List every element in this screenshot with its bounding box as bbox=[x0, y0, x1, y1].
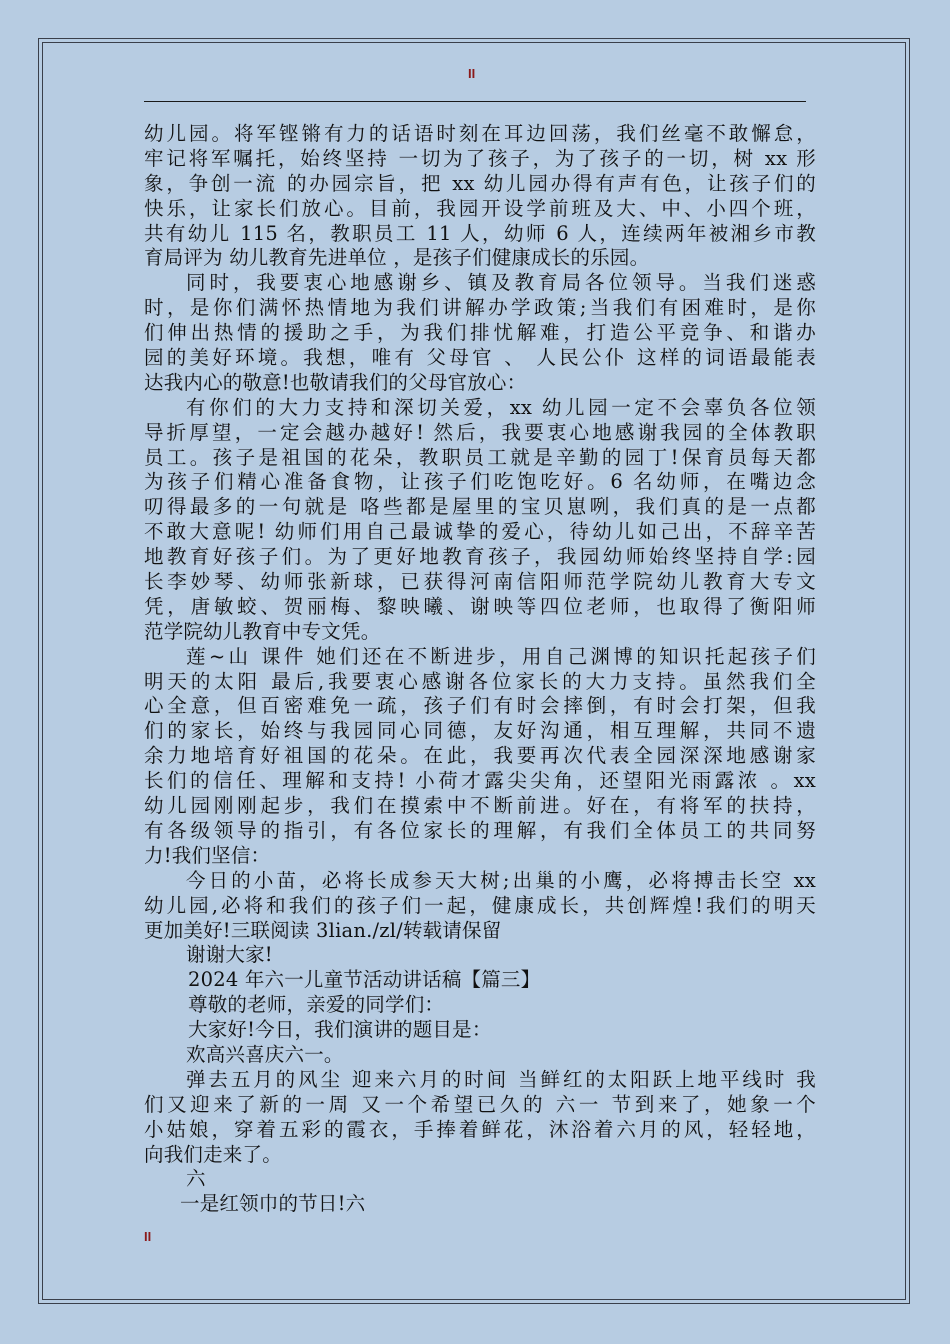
text-line: 幼儿园。将军铿锵有力的话语时刻在耳边回荡，我们丝毫不敢懈怠， bbox=[144, 122, 816, 145]
text-line: 莲~山 课件 她们还在不断进步，用自己渊博的知识托起孩子们 bbox=[186, 644, 816, 668]
text-line: 范学院幼儿教育中专文凭。 bbox=[144, 619, 381, 643]
header-mark: II bbox=[468, 66, 476, 81]
text-line: 力!我们坚信： bbox=[144, 843, 271, 867]
text-line: 大家好!今日，我们演讲的题目是： bbox=[188, 1018, 492, 1042]
text-line: 同时，我要衷心地感谢乡、镇及教育局各位领导。当我们迷惑 bbox=[186, 271, 816, 295]
document-body bbox=[144, 122, 816, 1217]
text-line: 牢记将军嘱托，始终坚持 一切为了孩子，为了孩子的一切，树 xx 形 bbox=[144, 146, 816, 170]
text-line: 叨得最多的一句就是 咯些都是屋里的宝贝崽咧，我们真的是一点都 bbox=[144, 495, 816, 519]
text-line: 达我内心的敬意!也敬请我们的父母官放心： bbox=[144, 370, 527, 394]
text-line: 园的美好环境。我想，唯有 父母官 、 人民公仆 这样的词语最能表 bbox=[144, 346, 816, 370]
text-line: 今日的小苗，必将长成参天大树;出巢的小鹰，必将搏击长空 xx bbox=[186, 868, 816, 892]
text-line: 育局评为 幼儿教育先进单位 ，是孩子们健康成长的乐园。 bbox=[144, 246, 650, 270]
text-line: 有各级领导的指引，有各位家长的理解，有我们全体员工的共同努 bbox=[144, 818, 816, 842]
text-line: 象，争创一流 的办园宗旨，把 xx 幼儿园办得有声有色，让孩子们的 bbox=[144, 171, 816, 195]
text-line: 共有幼儿 115 名，教职员工 11 人，幼师 6 人，连续两年被湘乡市教 bbox=[144, 221, 816, 245]
text-line: 尊敬的老师，亲爱的同学们： bbox=[188, 993, 445, 1017]
text-line: 明天的太阳 最后,我要衷心感谢各位家长的大力支持。虽然我们全 bbox=[144, 669, 816, 693]
text-line: 们伸出热情的援助之手，为我们排忧解难，打造公平竞争、和谐办 bbox=[144, 321, 816, 345]
text-line: 们的家长，始终与我园同心同德，友好沟通，相互理解，共同不遗 bbox=[144, 719, 816, 743]
text-line: 们又迎来了新的一周 又一个希望已久的 六一 节到来了，她象一个 bbox=[144, 1092, 816, 1116]
text-line: 小姑娘，穿着五彩的霞衣，手捧着鲜花，沐浴着六月的风，轻轻地， bbox=[144, 1117, 816, 1141]
text-line: 长李妙琴、幼师张新球，已获得河南信阳师范学院幼儿教育大专文 bbox=[144, 570, 816, 594]
text-line: 弹去五月的风尘 迎来六月的时间 当鲜红的太阳跃上地平线时 我 bbox=[186, 1067, 816, 1091]
text-line: 幼儿园,必将和我们的孩子们一起，健康成长，共创辉煌!我们的明天 bbox=[144, 893, 816, 917]
text-line: 心全意，但百密难免一疏，孩子们有时会摔倒，有时会打架，但我 bbox=[144, 694, 816, 718]
text-line: 导折厚望，一定会越办越好! 然后，我要衷心地感谢我园的全体教职 bbox=[144, 420, 816, 444]
text-line: 向我们走来了。 bbox=[144, 1142, 282, 1166]
text-line: 不敢大意呢! 幼师们用自己最诚挚的爱心，待幼儿如己出，不辞辛苦 bbox=[144, 520, 816, 544]
text-line: 有你们的大力支持和深切关爱，xx 幼儿园一定不会辜负各位领 bbox=[186, 395, 816, 419]
text-line: 为孩子们精心准备食物，让孩子们吃饱吃好。6 名幼师，在嘴边念 bbox=[144, 470, 816, 494]
text-line: 地教育好孩子们。为了更好地教育孩子，我园幼师始终坚持自学:园 bbox=[144, 545, 816, 569]
section-heading: 2024 年六一儿童节活动讲话稿【篇三】 bbox=[188, 968, 541, 992]
text-line: 更加美好!三联阅读 3lian./zl/转载请保留 bbox=[144, 918, 502, 942]
text-line: 一是红领巾的节日!六 bbox=[180, 1192, 366, 1216]
text-line: 时，是你们满怀热情地为我们讲解办学政策;当我们有困难时，是你 bbox=[144, 296, 816, 320]
text-line: 欢高兴喜庆六一。 bbox=[186, 1042, 344, 1066]
text-line: 长们的信任、理解和支持! 小荷才露尖尖角，还望阳光雨露浓 。xx bbox=[144, 769, 816, 793]
header-rule bbox=[144, 101, 806, 102]
text-line: 六 bbox=[186, 1167, 206, 1191]
text-line: 幼儿园刚刚起步，我们在摸索中不断前进。好在，有将军的扶持， bbox=[144, 794, 816, 818]
text-line: 谢谢大家! bbox=[186, 943, 273, 967]
text-line: 余力地培育好祖国的花朵。在此，我要再次代表全园深深地感谢家 bbox=[144, 744, 816, 768]
text-line: 快乐，让家长们放心。目前，我园开设学前班及大、中、小四个班， bbox=[144, 196, 816, 220]
text-line: 员工。孩子是祖国的花朵，教职员工就是辛勤的园丁!保育员每天都 bbox=[144, 445, 816, 469]
footer-mark: II bbox=[144, 1229, 152, 1244]
text-line: 凭，唐敏蛟、贺丽梅、黎映曦、谢映等四位老师，也取得了衡阳师 bbox=[144, 594, 816, 618]
